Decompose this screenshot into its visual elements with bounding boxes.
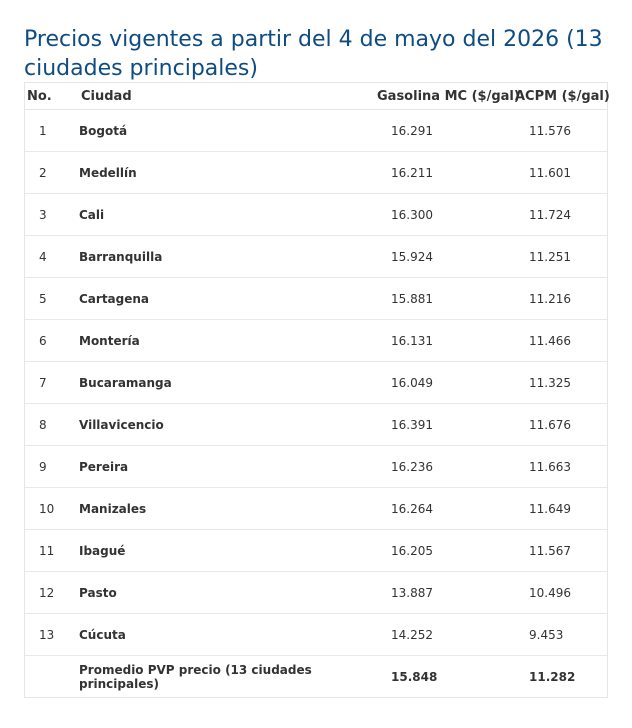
cell-city: Promedio PVP precio (13 ciudades principales) xyxy=(79,662,312,691)
cell-no: 7 xyxy=(39,375,47,390)
table-row xyxy=(25,488,607,530)
table-row-average xyxy=(25,656,607,697)
cell-gasoline: 16.391 xyxy=(391,417,433,432)
cell-acpm: 11.576 xyxy=(529,123,571,138)
cell-acpm: 11.724 xyxy=(529,207,571,222)
cell-acpm: 11.601 xyxy=(529,165,571,180)
cell-acpm: 11.216 xyxy=(529,291,571,306)
cell-acpm: 9.453 xyxy=(529,627,564,642)
table-row xyxy=(25,278,607,320)
table-row xyxy=(25,236,607,278)
cell-no: 5 xyxy=(39,291,47,306)
cell-no: 2 xyxy=(39,165,47,180)
cell-no: 4 xyxy=(39,249,47,264)
table-body xyxy=(25,110,607,697)
cell-city: Cali xyxy=(79,207,105,222)
cell-city: Villavicencio xyxy=(79,417,164,432)
cell-city: Pasto xyxy=(79,585,117,600)
table-header xyxy=(25,83,610,110)
cell-city: Cartagena xyxy=(79,291,150,306)
cell-acpm: 11.649 xyxy=(529,501,571,516)
cell-no: 9 xyxy=(39,459,47,474)
cell-no: 6 xyxy=(39,333,47,348)
table-row xyxy=(25,320,607,362)
header-acpm: ACPM ($/gal) xyxy=(515,88,610,104)
cell-no: 10 xyxy=(39,501,55,516)
cell-city: Pereira xyxy=(79,459,129,474)
cell-gasoline: 16.049 xyxy=(391,375,433,390)
cell-acpm: 11.251 xyxy=(529,249,571,264)
header-gasoline: Gasolina MC ($/gal) xyxy=(377,88,520,104)
cell-city: Montería xyxy=(79,333,140,348)
cell-city: Ibagué xyxy=(79,543,126,558)
cell-acpm: 11.663 xyxy=(529,459,571,474)
cell-no: 1 xyxy=(39,123,47,138)
cell-gasoline: 15.848 xyxy=(391,669,438,684)
table-row xyxy=(25,530,607,572)
cell-city: Medellín xyxy=(79,165,137,180)
cell-city: Cúcuta xyxy=(79,627,126,642)
page-title: Precios vigentes a partir del 4 de mayo del 2026 (13 ciudades principales) xyxy=(24,26,603,81)
table-row xyxy=(25,194,607,236)
cell-gasoline: 14.252 xyxy=(391,627,433,642)
cell-acpm: 11.676 xyxy=(529,417,571,432)
cell-acpm: 10.496 xyxy=(529,585,571,600)
table-row xyxy=(25,614,607,656)
cell-city: Bogotá xyxy=(79,123,128,138)
cell-city: Barranquilla xyxy=(79,249,163,264)
fuel-price-table xyxy=(24,82,608,698)
cell-gasoline: 16.291 xyxy=(391,123,433,138)
cell-acpm: 11.466 xyxy=(529,333,571,348)
cell-city: Bucaramanga xyxy=(79,375,172,390)
cell-gasoline: 16.300 xyxy=(391,207,433,222)
cell-acpm: 11.325 xyxy=(529,375,571,390)
table-row xyxy=(25,572,607,614)
table-row xyxy=(25,110,607,152)
cell-no: 8 xyxy=(39,417,47,432)
cell-no: 3 xyxy=(39,207,47,222)
cell-no: 11 xyxy=(39,543,55,558)
cell-acpm: 11.567 xyxy=(529,543,571,558)
cell-gasoline: 16.236 xyxy=(391,459,433,474)
cell-acpm: 11.282 xyxy=(529,669,576,684)
cell-gasoline: 15.881 xyxy=(391,291,433,306)
table-row xyxy=(25,362,607,404)
cell-no: 12 xyxy=(39,585,55,600)
cell-gasoline: 16.205 xyxy=(391,543,433,558)
cell-gasoline: 16.211 xyxy=(391,165,433,180)
header-no: No. xyxy=(27,88,52,104)
cell-gasoline: 16.264 xyxy=(391,501,433,516)
table-row xyxy=(25,404,607,446)
cell-no: 13 xyxy=(39,627,55,642)
table-row xyxy=(25,446,607,488)
cell-gasoline: 15.924 xyxy=(391,249,433,264)
cell-gasoline: 16.131 xyxy=(391,333,433,348)
cell-gasoline: 13.887 xyxy=(391,585,433,600)
cell-city: Manizales xyxy=(79,501,147,516)
header-city: Ciudad xyxy=(81,88,132,104)
table-row xyxy=(25,152,607,194)
